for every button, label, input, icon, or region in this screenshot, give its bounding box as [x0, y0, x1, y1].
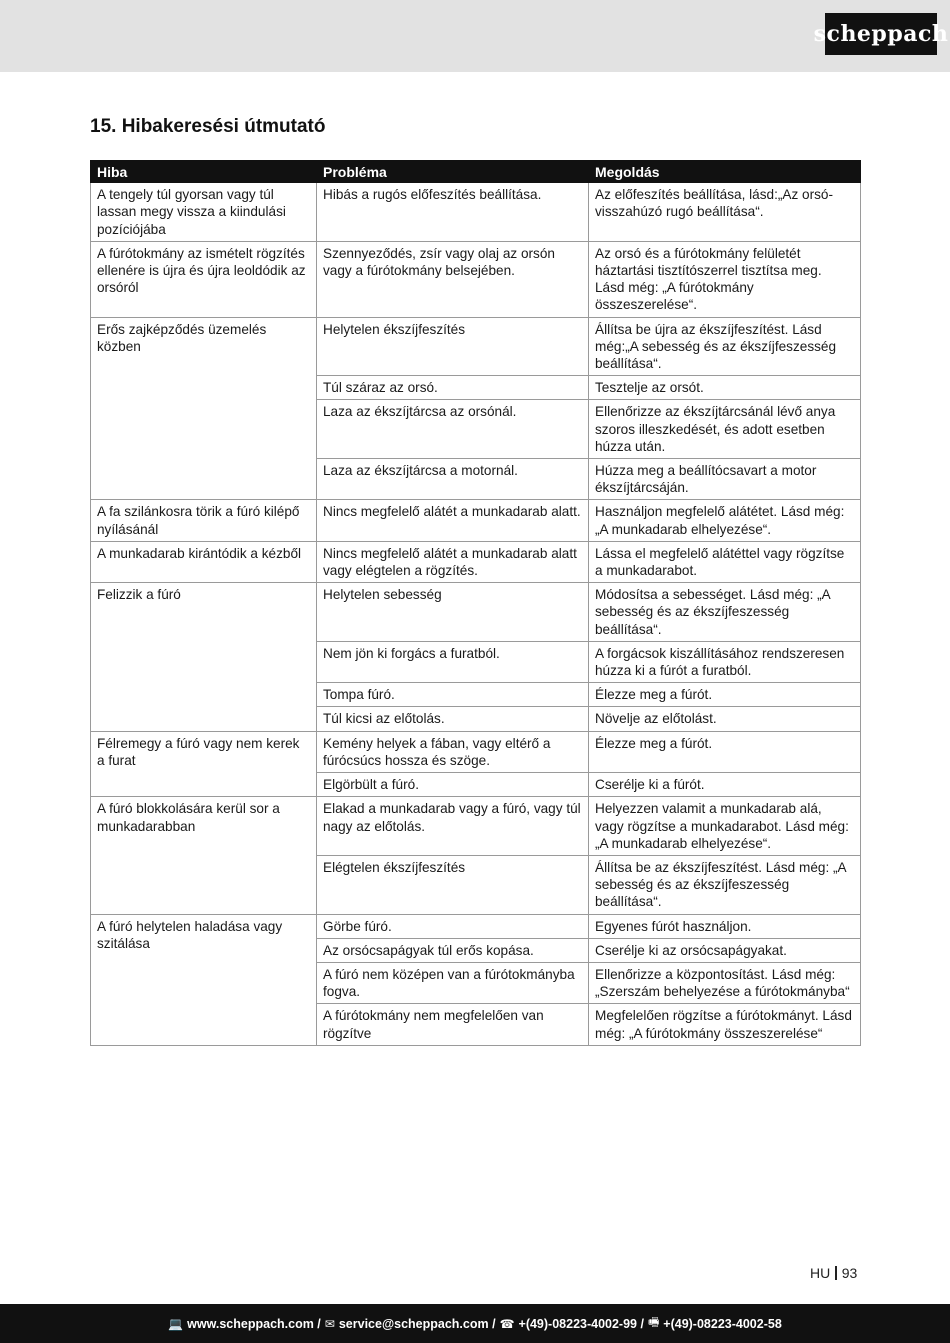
- cell-problema: Elgörbült a fúró.: [317, 773, 589, 797]
- page-title: 15. Hibakeresési útmutató: [90, 116, 326, 137]
- cell-problema: Nincs megfelelő alátét a munkadarab alatt.: [317, 500, 589, 541]
- cell-problema: Helytelen sebesség: [317, 583, 589, 642]
- page-number-divider: [835, 1266, 837, 1280]
- cell-megoldas: Élezze meg a fúrót.: [589, 683, 861, 707]
- footer-fax: +(49)-08223-4002-58: [663, 1316, 782, 1331]
- cell-problema: Laza az ékszíjtárcsa az orsónál.: [317, 400, 589, 459]
- cell-megoldas: Növelje az előtolást.: [589, 707, 861, 731]
- cell-problema: Tompa fúró.: [317, 683, 589, 707]
- phone-icon: ☎: [499, 1316, 515, 1331]
- footer-website[interactable]: www.scheppach.com /: [187, 1316, 321, 1331]
- cell-megoldas: A forgácsok kiszállításához rendszeresen húzza ki a fúrót a furatból.: [589, 641, 861, 682]
- cell-problema: Nem jön ki forgács a furatból.: [317, 641, 589, 682]
- cell-problema: Elakad a munkadarab vagy a fúró, vagy túl nagy az előtolás.: [317, 797, 589, 856]
- cell-megoldas: Ellenőrizze az ékszíjtárcsánál lévő anya szoros illeszkedését, és adott esetben húzza után.: [589, 400, 861, 459]
- table-row: [91, 317, 861, 376]
- table-row: [91, 731, 861, 772]
- page-language: HU: [810, 1265, 831, 1281]
- cell-problema: Nincs megfelelő alátét a munkadarab alatt vagy elégtelen a rögzítés.: [317, 541, 589, 582]
- email-icon: ✉: [324, 1316, 335, 1331]
- footer-bar: [0, 1304, 950, 1343]
- cell-megoldas: Az előfeszítés beállítása, lásd:„Az orsó-visszahúzó rugó beállítása“.: [589, 183, 861, 242]
- cell-hiba: A fúró helytelen haladása vagy szitálása: [91, 914, 317, 1045]
- column-header-megoldas: Megoldás: [589, 161, 861, 183]
- cell-problema: Az orsócsapágyak túl erős kopása.: [317, 938, 589, 962]
- cell-problema: Elégtelen ékszíjfeszítés: [317, 855, 589, 914]
- cell-megoldas: Cserélje ki a fúrót.: [589, 773, 861, 797]
- cell-megoldas: Az orsó és a fúrótokmány felületét háztartási tisztítószerrel tisztítsa meg. Lásd még: „A fúrótokmány összeszerelése“.: [589, 241, 861, 317]
- column-header-hiba: Hiba: [91, 161, 317, 183]
- cell-megoldas: Élezze meg a fúrót.: [589, 731, 861, 772]
- table-row: [91, 541, 861, 582]
- table-row: [91, 914, 861, 938]
- column-header-problema: Probléma: [317, 161, 589, 183]
- cell-problema: Túl kicsi az előtolás.: [317, 707, 589, 731]
- cell-megoldas: Módosítsa a sebességet. Lásd még: „A sebesség és az ékszíjfeszesség beállítása“.: [589, 583, 861, 642]
- computer-icon: 💻: [168, 1316, 184, 1331]
- cell-hiba: Erős zajképződés üzemelés közben: [91, 317, 317, 500]
- cell-hiba: Félremegy a fúró vagy nem kerek a furat: [91, 731, 317, 797]
- cell-problema: Helytelen ékszíjfeszítés: [317, 317, 589, 376]
- fax-icon: 🖷: [647, 1315, 660, 1329]
- table-body: [91, 183, 861, 1046]
- cell-megoldas: Megfelelően rögzítse a fúrótokmányt. Lásd még: „A fúrótokmány összeszerelése“: [589, 1004, 861, 1045]
- footer-phone: +(49)-08223-4002-99 /: [518, 1316, 644, 1331]
- cell-hiba: A munkadarab kirántódik a kézből: [91, 541, 317, 582]
- page-number-value: 93: [841, 1265, 858, 1281]
- cell-megoldas: Állítsa be az ékszíjfeszítést. Lásd még: „A sebesség és az ékszíjfeszesség beállítása“.: [589, 855, 861, 914]
- cell-problema: Görbe fúró.: [317, 914, 589, 938]
- cell-megoldas: Használjon megfelelő alátétet. Lásd még: „A munkadarab elhelyezése“.: [589, 500, 861, 541]
- table-row: [91, 500, 861, 541]
- cell-megoldas: Ellenőrizze a központosítást. Lásd még: „Szerszám behelyezése a fúrótokmányba“: [589, 962, 861, 1003]
- cell-problema: Laza az ékszíjtárcsa a motornál.: [317, 459, 589, 500]
- troubleshooting-table: [90, 160, 861, 1046]
- cell-megoldas: Lássa el megfelelő alátéttel vagy rögzítse a munkadarabot.: [589, 541, 861, 582]
- table-row: [91, 583, 861, 642]
- footer-email[interactable]: service@scheppach.com /: [338, 1316, 496, 1331]
- table-header-row: [91, 161, 861, 183]
- page-number: [810, 1265, 857, 1281]
- cell-hiba: Felizzik a fúró: [91, 583, 317, 731]
- cell-megoldas: Húzza meg a beállítócsavart a motor ékszíjtárcsáján.: [589, 459, 861, 500]
- table-row: [91, 241, 861, 317]
- cell-problema: Szennyeződés, zsír vagy olaj az orsón vagy a fúrótokmány belsejében.: [317, 241, 589, 317]
- table-row: [91, 797, 861, 856]
- cell-hiba: A fúrótokmány az ismételt rögzítés ellenére is újra és újra leoldódik az orsóról: [91, 241, 317, 317]
- header-band: [0, 0, 950, 72]
- cell-problema: Hibás a rugós előfeszítés beállítása.: [317, 183, 589, 242]
- cell-megoldas: Állítsa be újra az ékszíjfeszítést. Lásd még:„A sebesség és az ékszíjfeszesség beállítása“.: [589, 317, 861, 376]
- table-row: [91, 183, 861, 242]
- cell-megoldas: Helyezzen valamit a munkadarab alá, vagy rögzítse a munkadarabot. Lásd még: „A munkadarab elhelyezése“.: [589, 797, 861, 856]
- cell-hiba: A fúró blokkolására kerül sor a munkadarabban: [91, 797, 317, 914]
- cell-problema: A fúrótokmány nem megfelelően van rögzítve: [317, 1004, 589, 1045]
- cell-problema: A fúró nem középen van a fúrótokmányba fogva.: [317, 962, 589, 1003]
- cell-megoldas: Cserélje ki az orsócsapágyakat.: [589, 938, 861, 962]
- cell-megoldas: Tesztelje az orsót.: [589, 376, 861, 400]
- cell-hiba: A tengely túl gyorsan vagy túl lassan megy vissza a kiindulási pozíciójába: [91, 183, 317, 242]
- cell-problema: Kemény helyek a fában, vagy eltérő a fúrócsúcs hossza és szöge.: [317, 731, 589, 772]
- cell-hiba: A fa szilánkosra törik a fúró kilépő nyílásánál: [91, 500, 317, 541]
- cell-problema: Túl száraz az orsó.: [317, 376, 589, 400]
- brand-logo: scheppach: [825, 13, 937, 55]
- cell-megoldas: Egyenes fúrót használjon.: [589, 914, 861, 938]
